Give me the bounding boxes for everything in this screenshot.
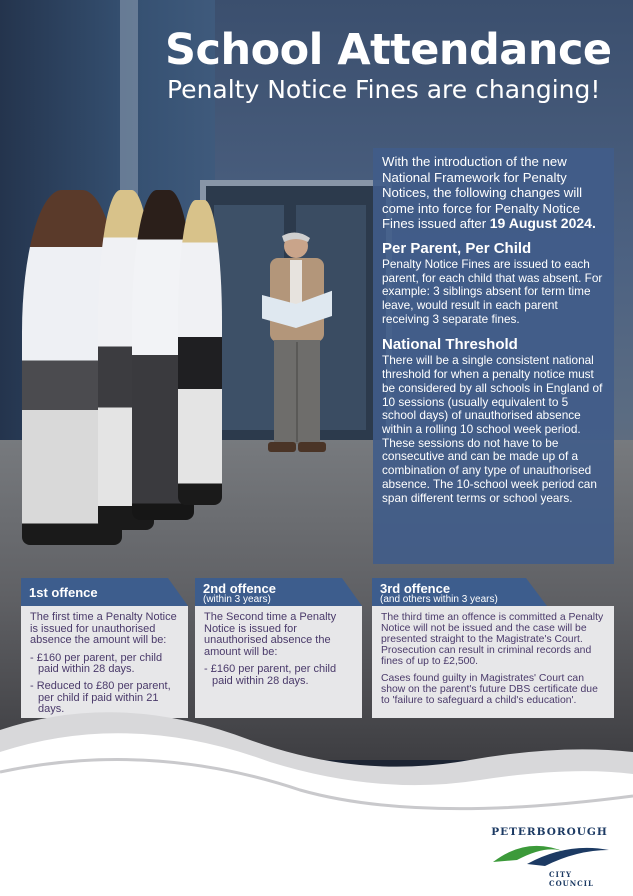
offence-subtitle: (and others within 3 years) — [380, 594, 498, 605]
offence-subtitle: (within 3 years) — [203, 594, 271, 605]
pupil-figure — [178, 200, 222, 505]
offence-card-header — [195, 578, 362, 606]
page-subtitle: Penalty Notice Fines are changing! — [167, 75, 601, 104]
offence-note: Cases found guilty in Magistrates' Court can show on the parent's future DBS certificate due to 'failure to safeguard a child's education'. — [381, 673, 598, 706]
fine-list — [204, 664, 353, 687]
section-heading-per-parent: Per Parent, Per Child — [382, 239, 532, 257]
section-heading-threshold: National Threshold — [382, 336, 518, 354]
offence-intro: The third time an offence is committed a Penalty Notice will not be issued and the case will be presented straight to the Magistrate's Court. Prosecution can result in criminal records and fines of up to £2,500. — [381, 612, 604, 667]
effective-date: 19 August 2024. — [489, 215, 596, 232]
logo-text-top: PETERBOROUGH — [491, 826, 608, 838]
offence-card-2 — [195, 578, 362, 718]
offence-card-header — [21, 578, 188, 606]
offence-title: 3rd offence — [380, 581, 451, 596]
logo-text-bottom: CITY COUNCIL — [549, 870, 594, 888]
offence-card-1 — [21, 578, 188, 718]
fine-item: - £160 per parent, per child paid within 28 days. — [204, 663, 337, 687]
fine-item: - £160 per parent, per child paid within 28 days. — [30, 651, 163, 676]
fine-item: - Reduced to £80 per parent, per child if paid within 21 days. — [30, 679, 171, 716]
offence-title: 2nd offence — [203, 581, 276, 596]
offence-intro: The first time a Penalty Notice is issued for unauthorised absence the amount will be: — [30, 611, 177, 647]
page-title: School Attendance — [165, 25, 612, 75]
offence-card-3 — [372, 578, 614, 718]
offence-title: 1st offence — [29, 585, 98, 600]
section-text-threshold: There will be a single consistent national threshold for when a penalty notice must be considered by all schools in England of 10 sessions (usually equivalent to 5 school days) of unauthorised absence within a rolling 10 school week period. These sessions do not have to be consecutive and can be made up of a combination of any type of unauthorised absence. The 10-school week period can span different terms or school years. — [382, 353, 603, 505]
offence-card-header — [372, 578, 547, 606]
info-panel — [373, 148, 614, 564]
intro-paragraph — [382, 154, 605, 232]
teacher-figure — [262, 232, 332, 454]
council-logo — [487, 826, 612, 888]
section-text-per-parent: Penalty Notice Fines are issued to each parent, for each child that was absent. For example: 3 siblings absent for term time leave, would result in each parent receiving 3 separate fines. — [382, 256, 603, 326]
logo-swoosh-icon — [487, 838, 612, 868]
offence-intro: The Second time a Penalty Notice is issued for unauthorised absence the amount will be: — [204, 611, 337, 658]
intro-text: With the introduction of the new National Framework for Penalty Notices, the following changes will come into force for Penalty Notice Fines issued after — [382, 154, 583, 232]
